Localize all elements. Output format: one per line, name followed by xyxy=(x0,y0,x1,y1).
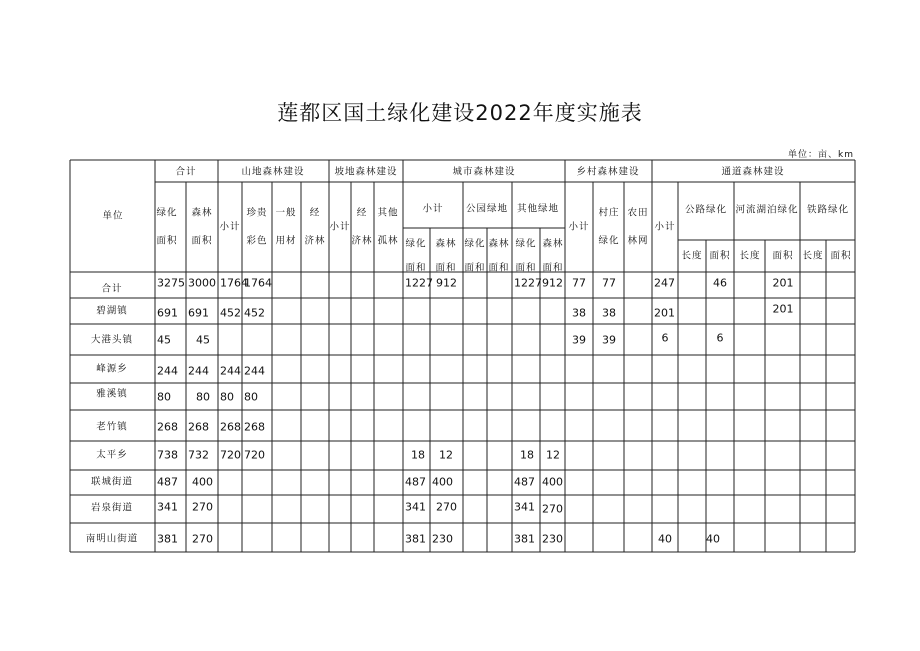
cell-highway-length: 40 xyxy=(706,532,720,546)
cell-river-area: 201 xyxy=(772,302,794,316)
cell-green-area: 45 xyxy=(157,333,171,347)
cell-river-area: 201 xyxy=(772,276,794,290)
cell-forest-area: 3000 xyxy=(188,276,216,290)
cell-green-area: 80 xyxy=(157,390,171,404)
header-green-area-1: 绿化 xyxy=(156,207,178,219)
header-city-g1c: 绿化 xyxy=(515,238,537,250)
cell-city-other-forest: 230 xyxy=(542,532,563,546)
cell-city-other-forest: 270 xyxy=(542,502,563,516)
header-valuable-1: 珍贵 xyxy=(246,207,268,219)
cell-road-subtotal: 247 xyxy=(654,276,675,290)
header-economic-2: 济林 xyxy=(304,235,326,247)
cell-mountain-valuable: 80 xyxy=(244,390,258,404)
cell-green-area: 3275 xyxy=(157,276,185,290)
cell-forest-area: 244 xyxy=(188,364,209,378)
header-city-f1a: 森林 xyxy=(435,238,457,250)
cell-village-subtotal: 77 xyxy=(572,276,586,290)
header-farm-net-1: 农田 xyxy=(627,207,649,219)
header-city-subtotal: 小计 xyxy=(422,203,444,215)
cell-mountain-subtotal: 720 xyxy=(220,448,241,462)
header-river-green: 河流湖泊绿化 xyxy=(735,204,799,216)
cell-green-area: 487 xyxy=(157,475,178,489)
cell-city-other-green: 341 xyxy=(514,500,535,514)
cell-city-subtotal-green: 487 xyxy=(405,475,426,489)
header-unit: 单位 xyxy=(102,210,124,222)
header-city-f2c: 面和 xyxy=(542,262,564,274)
header-valuable-2: 彩色 xyxy=(246,235,268,247)
header-city-f2b: 面和 xyxy=(488,262,510,274)
cell-village-court: 39 xyxy=(602,333,616,347)
row-name: 南明山街道 xyxy=(85,533,139,545)
header-other-1: 其他 xyxy=(377,207,399,219)
cell-mountain-valuable: 720 xyxy=(244,448,265,462)
header-city-g1b: 绿化 xyxy=(464,238,486,250)
header-city-forest: 城市森林建设 xyxy=(452,166,516,178)
header-other-green: 其他绿地 xyxy=(516,203,560,215)
row-name: 雅溪镇 xyxy=(96,388,128,400)
cell-forest-area: 45 xyxy=(196,333,210,347)
cell-green-area: 341 xyxy=(157,500,178,514)
header-city-g2c: 面和 xyxy=(515,262,537,274)
cell-city-subtotal-forest: 400 xyxy=(432,475,453,489)
cell-green-area: 738 xyxy=(157,448,178,462)
cell-city-other-green: 18 xyxy=(520,448,534,462)
row-name: 大港头镇 xyxy=(90,334,134,346)
header-river-length: 长度 xyxy=(739,250,761,262)
header-city-g1a: 绿化 xyxy=(405,238,427,250)
cell-mountain-subtotal: 1764 xyxy=(220,276,248,290)
header-slope-economic-2: 济林 xyxy=(351,235,373,247)
cell-village-subtotal: 38 xyxy=(572,306,586,320)
cell-village-court: 38 xyxy=(602,306,616,320)
header-forest-area-2: 面积 xyxy=(191,235,213,247)
header-city-g2a: 面和 xyxy=(405,262,427,274)
header-mountain-subtotal: 小计 xyxy=(219,221,241,233)
cell-green-area: 268 xyxy=(157,420,178,434)
cell-city-subtotal-forest: 270 xyxy=(436,500,457,514)
header-village-court-2: 绿化 xyxy=(598,235,620,247)
cell-mountain-valuable: 452 xyxy=(244,306,265,320)
cell-city-subtotal-green: 18 xyxy=(411,448,425,462)
cell-village-subtotal: 39 xyxy=(572,333,586,347)
cell-green-area: 244 xyxy=(157,364,178,378)
header-total: 合计 xyxy=(175,166,197,178)
header-park-green: 公园绿地 xyxy=(465,203,509,215)
page-title: 莲都区国土绿化建设2022年度实施表 xyxy=(277,101,643,125)
header-village-subtotal: 小计 xyxy=(568,221,590,233)
cell-city-other-green: 1227 xyxy=(514,276,542,290)
header-village-forest: 乡村森林建设 xyxy=(576,166,640,178)
cell-highway-area: 46 xyxy=(713,276,727,290)
cell-city-subtotal-green: 1227 xyxy=(405,276,433,290)
cell-forest-area: 268 xyxy=(188,420,209,434)
header-other-2: 孤林 xyxy=(377,235,399,247)
cell-city-subtotal-forest: 912 xyxy=(436,276,457,290)
cell-road-subtotal: 6 xyxy=(661,331,669,345)
header-slope-subtotal: 小计 xyxy=(329,221,351,233)
cell-highway-area: 6 xyxy=(716,331,724,345)
cell-city-other-forest: 12 xyxy=(546,448,560,462)
cell-forest-area: 732 xyxy=(188,448,209,462)
cell-mountain-subtotal: 452 xyxy=(220,306,241,320)
header-highway-green: 公路绿化 xyxy=(684,204,728,216)
header-farm-net-2: 林网 xyxy=(627,235,649,247)
header-economic-1: 经 xyxy=(309,207,321,219)
unit-note: 单位：亩、km xyxy=(788,150,854,160)
cell-mountain-subtotal: 268 xyxy=(220,420,241,434)
cell-forest-area: 691 xyxy=(188,306,209,320)
cell-forest-area: 80 xyxy=(196,390,210,404)
header-slope-economic-1: 经 xyxy=(356,207,368,219)
header-road-forest: 通道森林建设 xyxy=(721,166,785,178)
cell-road-subtotal: 201 xyxy=(654,306,675,320)
header-city-f1b: 森林 xyxy=(488,238,510,250)
header-rail-green: 铁路绿化 xyxy=(806,204,850,216)
cell-green-area: 381 xyxy=(157,532,178,546)
header-slope-forest: 坡地森林建设 xyxy=(334,166,398,178)
header-river-area: 面积 xyxy=(772,250,794,262)
cell-forest-area: 270 xyxy=(192,532,213,546)
cell-mountain-valuable: 268 xyxy=(244,420,265,434)
header-mountain-forest: 山地森林建设 xyxy=(241,166,305,178)
cell-city-other-forest: 400 xyxy=(542,475,563,489)
row-name: 峰源乡 xyxy=(96,363,128,375)
header-road-subtotal: 小计 xyxy=(654,221,676,233)
cell-road-subtotal: 40 xyxy=(658,532,672,546)
header-rail-length: 长度 xyxy=(802,250,824,262)
header-forest-area-1: 森林 xyxy=(191,207,213,219)
header-highway-length: 长度 xyxy=(681,250,703,262)
cell-city-subtotal-forest: 12 xyxy=(439,448,453,462)
cell-city-other-forest: 912 xyxy=(542,276,563,290)
header-general-2: 用材 xyxy=(275,235,297,247)
header-general-1: 一般 xyxy=(275,207,297,219)
header-city-f1c: 森林 xyxy=(542,238,564,250)
cell-forest-area: 270 xyxy=(192,500,213,514)
cell-city-subtotal-green: 381 xyxy=(405,532,426,546)
cell-mountain-valuable: 1764 xyxy=(244,276,272,290)
header-rail-area: 面积 xyxy=(830,250,852,262)
header-highway-area: 面积 xyxy=(709,250,731,262)
cell-mountain-subtotal: 244 xyxy=(220,364,241,378)
row-name: 太平乡 xyxy=(96,449,128,461)
row-name: 联城街道 xyxy=(90,476,134,488)
cell-city-subtotal-forest: 230 xyxy=(432,532,453,546)
cell-mountain-subtotal: 80 xyxy=(220,390,234,404)
cell-forest-area: 400 xyxy=(192,475,213,489)
header-city-f2a: 面和 xyxy=(435,262,457,274)
row-name: 岩泉街道 xyxy=(90,502,134,514)
header-green-area-2: 面积 xyxy=(156,235,178,247)
row-name: 碧湖镇 xyxy=(96,305,128,317)
cell-city-other-green: 381 xyxy=(514,532,535,546)
cell-green-area: 691 xyxy=(157,306,178,320)
cell-mountain-valuable: 244 xyxy=(244,364,265,378)
row-name: 老竹镇 xyxy=(96,421,128,433)
cell-city-other-green: 487 xyxy=(514,475,535,489)
cell-village-court: 77 xyxy=(602,276,616,290)
cell-city-subtotal-green: 341 xyxy=(405,500,426,514)
header-village-court-1: 村庄 xyxy=(598,207,620,219)
header-city-g2b: 面和 xyxy=(464,262,486,274)
row-name: 合计 xyxy=(101,283,123,295)
